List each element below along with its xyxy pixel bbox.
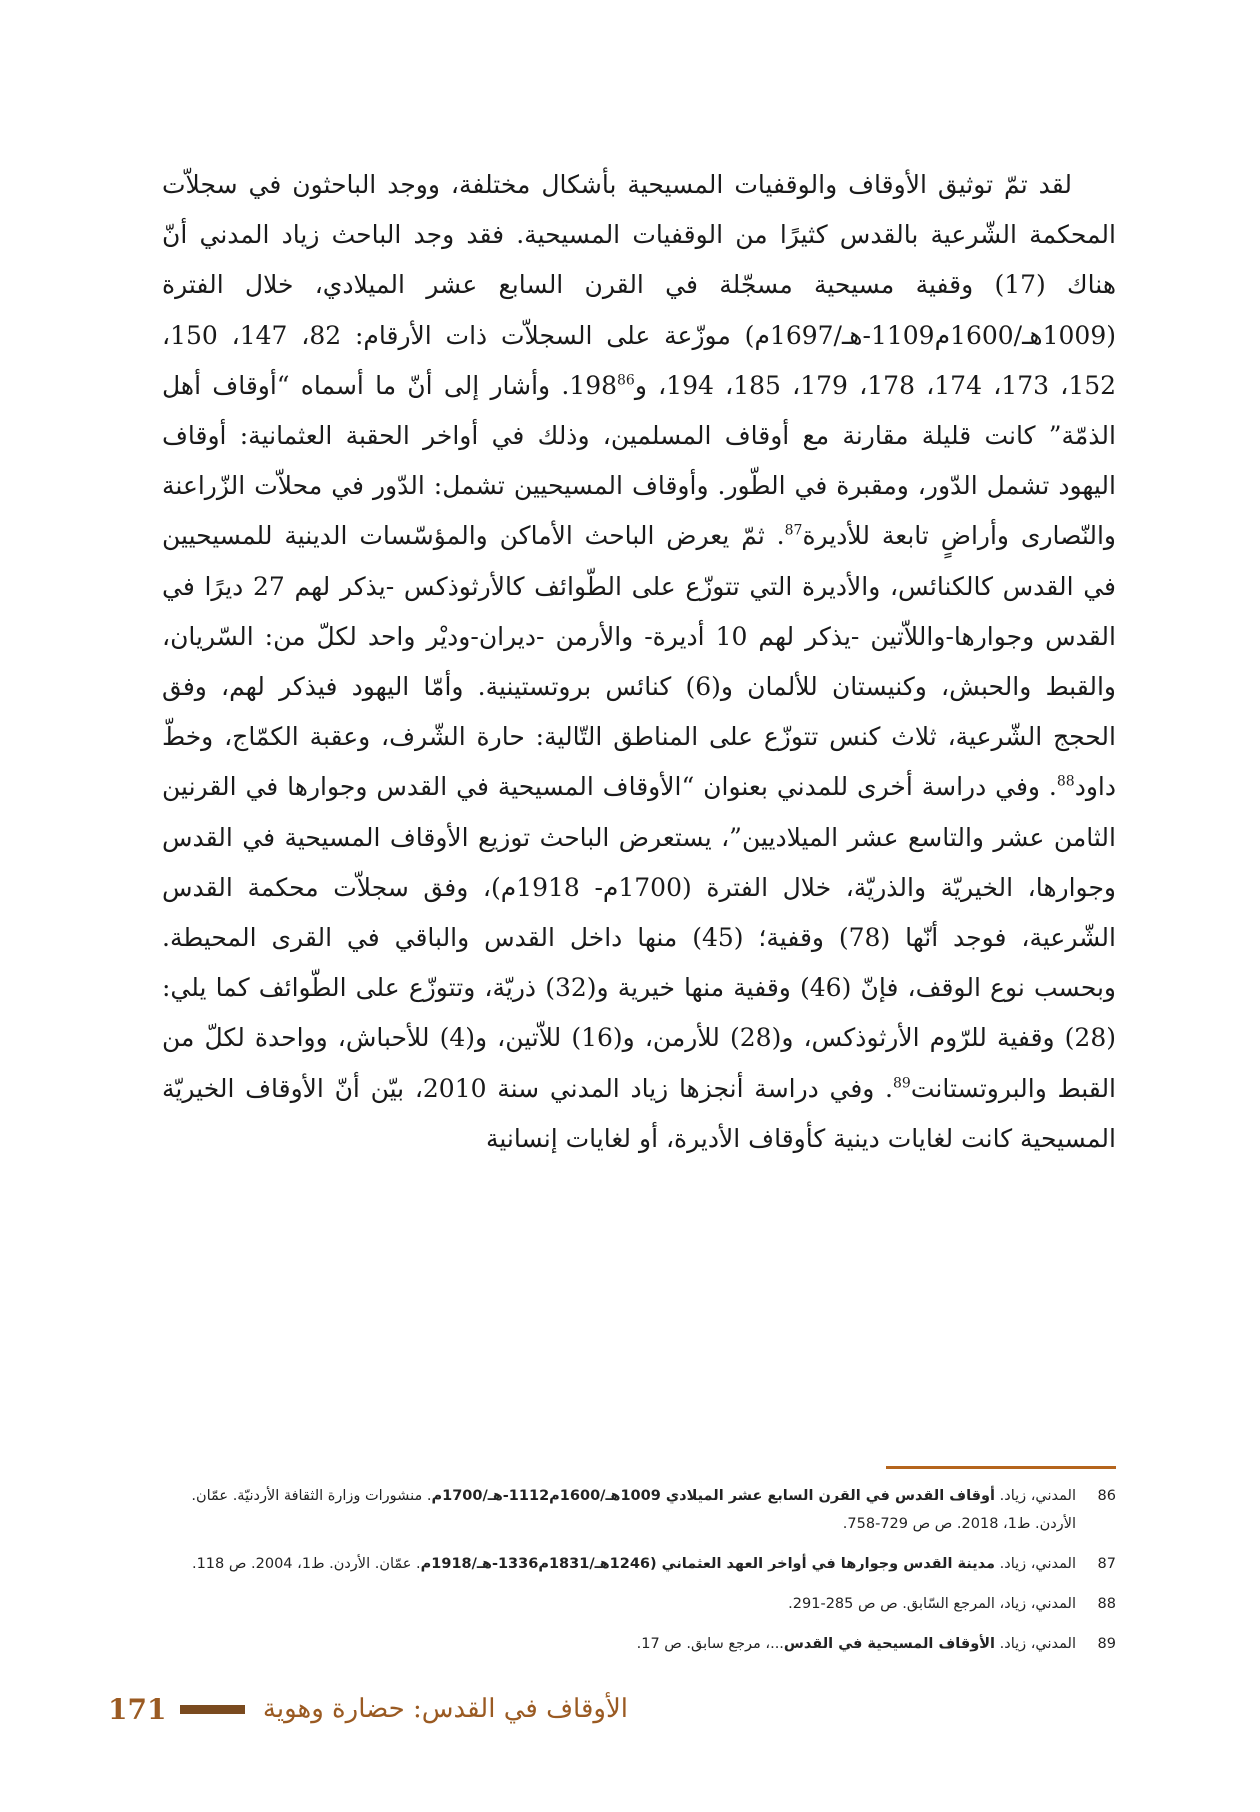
footer-bar	[180, 1705, 244, 1714]
footnote-item	[162, 1482, 1116, 1538]
page-footer	[108, 1684, 628, 1734]
footnotes	[162, 1482, 1116, 1670]
footnote-text	[162, 1630, 1076, 1658]
running-title: الأوقاف في القدس: حضارة وهوية	[262, 1694, 628, 1724]
footnote-number: 86	[1097, 1488, 1116, 1504]
footnote-ref-87[interactable]: 87	[784, 523, 803, 540]
paragraph-text-a: لقد تمّ توثيق الأوقاف والوقفيات المسيحية بأشكال مختلفة، ووجد الباحثون في سجلاّت المحكمة الشّرعية بالقدس كثيرًا من الوقفيات المسيحية. فقد وجد الباحث زياد المدني أنّ هناك (17) وقفية مسيحية مسجّلة في القرن السابع عشر الميلادي، خلال الفترة (1009هـ/1600م1109-هـ/1697م) موزّعة على السجلاّت ذات الأرقام: 82، 147، 150، 152، 173، 174، 178، 179، 185، 194، و198	[162, 170, 1117, 400]
footnote-item	[162, 1550, 1116, 1578]
footnote-details: . منشورات وزارة الثقافة الأردنيّة. عمّان. الأردن. ط1، 2018. ص ص 729-758.	[191, 1488, 1076, 1532]
page-number: 171	[108, 1692, 167, 1726]
footnote-author: المدني، زياد.	[995, 1556, 1076, 1572]
footnote-item	[162, 1590, 1116, 1618]
footnote-ref-88[interactable]: 88	[1056, 774, 1075, 791]
footnote-text	[162, 1482, 1076, 1538]
footnote-divider	[886, 1466, 1116, 1469]
main-paragraph	[162, 160, 1116, 1164]
paragraph-text-e: . وفي دراسة أنجزها زياد المدني سنة 2010، بيّن أنّ الأوقاف الخيريّة المسيحية كانت لغايات دينية كأوقاف الأديرة، أو لغايات إنسانية	[162, 1073, 1116, 1153]
footnote-text	[162, 1590, 1076, 1618]
footnote-ref-86[interactable]: 86	[617, 372, 635, 389]
footnote-title: الأوقاف المسيحية في القدس	[783, 1636, 996, 1652]
paragraph-text-b: . وأشار إلى أنّ ما أسماه “أوقاف أهل الذمّة” كانت قليلة مقارنة مع أوقاف المسلمين، وذلك في أواخر الحقبة العثمانية: أوقاف اليهود تشمل الدّور، ومقبرة في الطّور. وأوقاف المسيحيين تشمل: الدّور في محلاّت الزّراعنة والنّصارى وأراضٍ تابعة للأديرة	[162, 370, 1116, 551]
footnote-text	[162, 1550, 1076, 1578]
footnote-details: . عمّان. الأردن. ط1، 2004. ص 118.	[191, 1556, 421, 1572]
footnote-author: المدني، زياد.	[995, 1488, 1076, 1504]
footnote-number: 88	[1097, 1596, 1116, 1612]
paragraph-text-c: . ثمّ يعرض الباحث الأماكن والمؤسّسات الدينية للمسيحيين في القدس كالكنائس، والأديرة التي تتوزّع على الطّوائف كالأرثوذكس -يذكر لهم 27 ديرًا في القدس وجوارها-واللاّتين -يذكر لهم 10 أديرة- والأرمن -ديران-وديْر واحد لكلّ من: السّريان، والقبط والحبش، وكنيستان للألمان و(6) كنائس بروتستينية. وأمّا اليهود فيذكر لهم، وفق الحجج الشّرعية، ثلاث كنس تتوزّع على المناطق التّالية: حارة الشّرف، وعقبة الكمّاج، وخطّ داود	[162, 521, 1116, 802]
footnote-number: 87	[1097, 1556, 1116, 1572]
footnote-details: ...، مرجع سابق. ص 17.	[636, 1636, 784, 1652]
body-text	[162, 160, 1116, 1164]
paragraph-text-d: . وفي دراسة أخرى للمدني بعنوان “الأوقاف المسيحية في القدس وجوارها في القرنين الثامن عشر والتاسع عشر الميلاديين”، يستعرض الباحث توزيع الأوقاف المسيحية في القدس وجوارها، الخيريّة والذريّة، خلال الفترة (1700م- 1918م)، وفق سجلاّت محكمة القدس الشّرعية، فوجد أنّها (78) وقفية؛ (45) منها داخل القدس والباقي في القرى المحيطة. وبحسب نوع الوقف، فإنّ (46) وقفية منها خيرية و(32) ذريّة، وتتوزّع على الطّوائف كما يلي: (28) وقفية للرّوم الأرثوذكس، و(28) للأرمن، و(16) للاّتين، و(4) للأحباش، وواحدة لكلّ من القبط والبروتستانت	[162, 772, 1117, 1103]
footnote-author: المدني، زياد.	[995, 1636, 1076, 1652]
footnote-author: المدني، زياد، المرجع السّابق. ص ص 285-291.	[788, 1596, 1076, 1612]
footnote-item	[162, 1630, 1116, 1658]
footnote-title: أوقاف القدس في القرن السابع عشر الميلادي 1009هـ/1600م1112-هـ/1700م	[431, 1488, 996, 1504]
footnote-title: مدينة القدس وجوارها في أواخر العهد العثماني (1246هـ/1831م1336-هـ/1918م	[420, 1556, 996, 1572]
footnote-number: 89	[1097, 1636, 1116, 1652]
footnote-ref-89[interactable]: 89	[893, 1075, 911, 1092]
